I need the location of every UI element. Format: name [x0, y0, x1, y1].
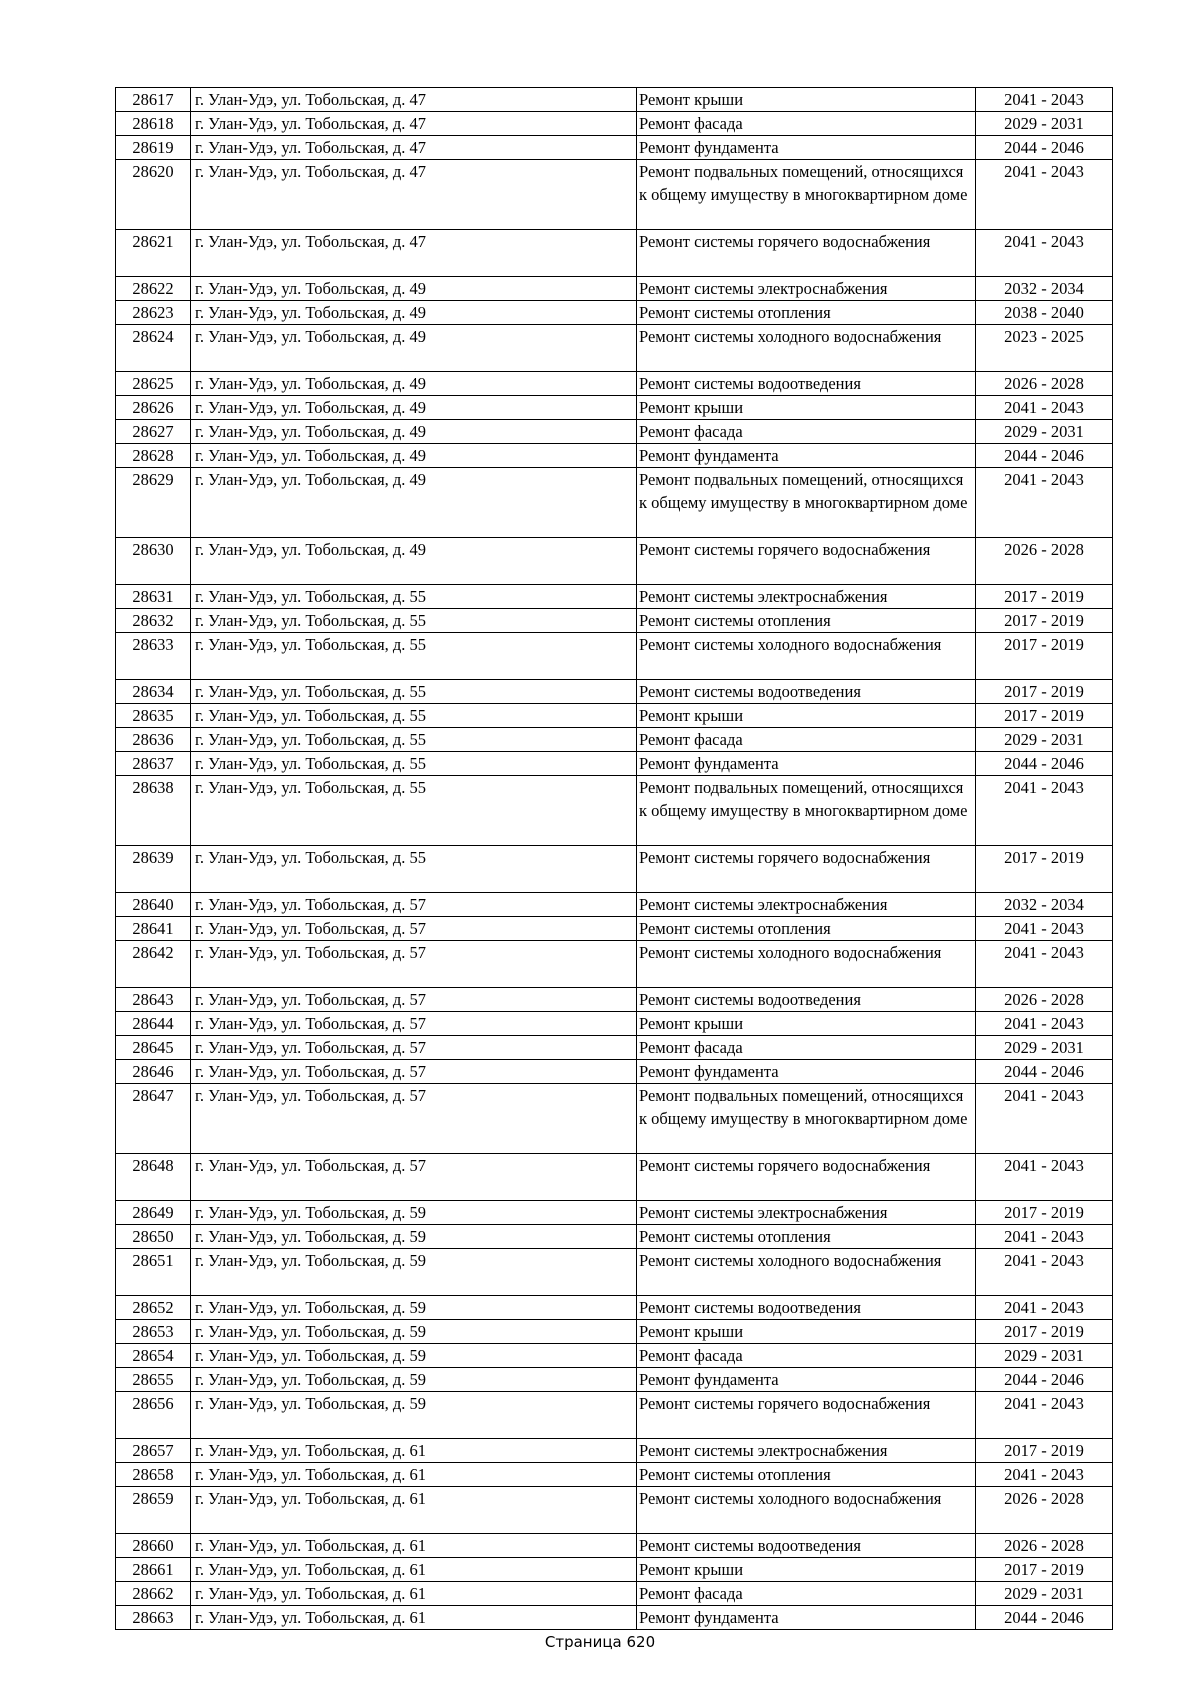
- table-row: [116, 468, 1113, 538]
- work-type-cell: Ремонт системы горячего водоснабжения: [637, 1392, 976, 1439]
- period-cell: 2029 - 2031: [976, 1582, 1113, 1606]
- table-row: [116, 160, 1113, 230]
- row-id-cell: 28633: [116, 633, 191, 680]
- address-cell: г. Улан-Удэ, ул. Тобольская, д. 59: [191, 1201, 637, 1225]
- row-id-cell: 28636: [116, 728, 191, 752]
- work-type-cell: Ремонт системы горячего водоснабжения: [637, 1154, 976, 1201]
- period-cell: 2017 - 2019: [976, 585, 1113, 609]
- table-row: [116, 1036, 1113, 1060]
- period-cell: 2041 - 2043: [976, 917, 1113, 941]
- work-type-cell: Ремонт фасада: [637, 1344, 976, 1368]
- table-row: [116, 1344, 1113, 1368]
- row-id-cell: 28662: [116, 1582, 191, 1606]
- table-row: [116, 1154, 1113, 1201]
- table-row: [116, 1606, 1113, 1630]
- address-cell: г. Улан-Удэ, ул. Тобольская, д. 57: [191, 1084, 637, 1154]
- row-id-cell: 28631: [116, 585, 191, 609]
- work-type-cell: Ремонт системы холодного водоснабжения: [637, 633, 976, 680]
- table-row: [116, 301, 1113, 325]
- period-cell: 2029 - 2031: [976, 112, 1113, 136]
- work-type-cell: Ремонт подвальных помещений, относящихся к общему имуществу в многоквартирном доме: [637, 1084, 976, 1154]
- address-cell: г. Улан-Удэ, ул. Тобольская, д. 57: [191, 917, 637, 941]
- work-type-cell: Ремонт системы отопления: [637, 609, 976, 633]
- row-id-cell: 28617: [116, 88, 191, 112]
- row-id-cell: 28629: [116, 468, 191, 538]
- row-id-cell: 28657: [116, 1439, 191, 1463]
- address-cell: г. Улан-Удэ, ул. Тобольская, д. 57: [191, 1036, 637, 1060]
- row-id-cell: 28651: [116, 1249, 191, 1296]
- row-id-cell: 28659: [116, 1487, 191, 1534]
- period-cell: 2017 - 2019: [976, 609, 1113, 633]
- address-cell: г. Улан-Удэ, ул. Тобольская, д. 61: [191, 1439, 637, 1463]
- address-cell: г. Улан-Удэ, ул. Тобольская, д. 47: [191, 230, 637, 277]
- work-type-cell: Ремонт подвальных помещений, относящихся к общему имуществу в многоквартирном доме: [637, 160, 976, 230]
- row-id-cell: 28628: [116, 444, 191, 468]
- row-id-cell: 28637: [116, 752, 191, 776]
- table-row: [116, 112, 1113, 136]
- table-row: [116, 1582, 1113, 1606]
- period-cell: 2041 - 2043: [976, 88, 1113, 112]
- row-id-cell: 28655: [116, 1368, 191, 1392]
- work-type-cell: Ремонт системы электроснабжения: [637, 585, 976, 609]
- table-row: [116, 277, 1113, 301]
- work-type-cell: Ремонт крыши: [637, 704, 976, 728]
- table-row: [116, 1296, 1113, 1320]
- table-row: [116, 325, 1113, 372]
- address-cell: г. Улан-Удэ, ул. Тобольская, д. 47: [191, 88, 637, 112]
- work-type-cell: Ремонт системы горячего водоснабжения: [637, 230, 976, 277]
- address-cell: г. Улан-Удэ, ул. Тобольская, д. 55: [191, 846, 637, 893]
- row-id-cell: 28624: [116, 325, 191, 372]
- table-row: [116, 1392, 1113, 1439]
- address-cell: г. Улан-Удэ, ул. Тобольская, д. 59: [191, 1344, 637, 1368]
- work-type-cell: Ремонт крыши: [637, 1320, 976, 1344]
- work-type-cell: Ремонт фундамента: [637, 1368, 976, 1392]
- period-cell: 2041 - 2043: [976, 1392, 1113, 1439]
- address-cell: г. Улан-Удэ, ул. Тобольская, д. 57: [191, 1154, 637, 1201]
- work-type-cell: Ремонт системы электроснабжения: [637, 277, 976, 301]
- period-cell: 2032 - 2034: [976, 277, 1113, 301]
- table-row: [116, 1201, 1113, 1225]
- work-type-cell: Ремонт фасада: [637, 1036, 976, 1060]
- period-cell: 2017 - 2019: [976, 1320, 1113, 1344]
- address-cell: г. Улан-Удэ, ул. Тобольская, д. 49: [191, 420, 637, 444]
- table-row: [116, 680, 1113, 704]
- work-type-cell: Ремонт фундамента: [637, 752, 976, 776]
- table-row: [116, 988, 1113, 1012]
- period-cell: 2044 - 2046: [976, 136, 1113, 160]
- row-id-cell: 28625: [116, 372, 191, 396]
- work-type-cell: Ремонт системы холодного водоснабжения: [637, 941, 976, 988]
- address-cell: г. Улан-Удэ, ул. Тобольская, д. 49: [191, 277, 637, 301]
- period-cell: 2017 - 2019: [976, 633, 1113, 680]
- address-cell: г. Улан-Удэ, ул. Тобольская, д. 61: [191, 1558, 637, 1582]
- address-cell: г. Улан-Удэ, ул. Тобольская, д. 61: [191, 1534, 637, 1558]
- table-row: [116, 1084, 1113, 1154]
- table-row: [116, 893, 1113, 917]
- period-cell: 2044 - 2046: [976, 1368, 1113, 1392]
- row-id-cell: 28638: [116, 776, 191, 846]
- address-cell: г. Улан-Удэ, ул. Тобольская, д. 59: [191, 1392, 637, 1439]
- row-id-cell: 28650: [116, 1225, 191, 1249]
- address-cell: г. Улан-Удэ, ул. Тобольская, д. 49: [191, 396, 637, 420]
- table-row: [116, 444, 1113, 468]
- work-type-cell: Ремонт системы горячего водоснабжения: [637, 846, 976, 893]
- address-cell: г. Улан-Удэ, ул. Тобольская, д. 47: [191, 112, 637, 136]
- period-cell: 2038 - 2040: [976, 301, 1113, 325]
- row-id-cell: 28644: [116, 1012, 191, 1036]
- work-type-cell: Ремонт фасада: [637, 728, 976, 752]
- row-id-cell: 28640: [116, 893, 191, 917]
- work-type-cell: Ремонт подвальных помещений, относящихся к общему имуществу в многоквартирном доме: [637, 468, 976, 538]
- period-cell: 2041 - 2043: [976, 941, 1113, 988]
- address-cell: г. Улан-Удэ, ул. Тобольская, д. 49: [191, 468, 637, 538]
- address-cell: г. Улан-Удэ, ул. Тобольская, д. 57: [191, 941, 637, 988]
- period-cell: 2041 - 2043: [976, 468, 1113, 538]
- work-type-cell: Ремонт системы электроснабжения: [637, 1201, 976, 1225]
- period-cell: 2041 - 2043: [976, 1296, 1113, 1320]
- work-type-cell: Ремонт системы электроснабжения: [637, 1439, 976, 1463]
- row-id-cell: 28643: [116, 988, 191, 1012]
- address-cell: г. Улан-Удэ, ул. Тобольская, д. 55: [191, 728, 637, 752]
- work-type-cell: Ремонт фундамента: [637, 1606, 976, 1630]
- work-type-cell: Ремонт фундамента: [637, 1060, 976, 1084]
- period-cell: 2017 - 2019: [976, 1439, 1113, 1463]
- work-type-cell: Ремонт системы холодного водоснабжения: [637, 1249, 976, 1296]
- row-id-cell: 28632: [116, 609, 191, 633]
- work-type-cell: Ремонт крыши: [637, 88, 976, 112]
- work-type-cell: Ремонт системы отопления: [637, 1463, 976, 1487]
- address-cell: г. Улан-Удэ, ул. Тобольская, д. 61: [191, 1582, 637, 1606]
- table-row: [116, 1534, 1113, 1558]
- row-id-cell: 28622: [116, 277, 191, 301]
- table-row: [116, 1225, 1113, 1249]
- period-cell: 2029 - 2031: [976, 728, 1113, 752]
- address-cell: г. Улан-Удэ, ул. Тобольская, д. 57: [191, 893, 637, 917]
- work-type-cell: Ремонт системы горячего водоснабжения: [637, 538, 976, 585]
- period-cell: 2041 - 2043: [976, 1463, 1113, 1487]
- row-id-cell: 28642: [116, 941, 191, 988]
- address-cell: г. Улан-Удэ, ул. Тобольская, д. 47: [191, 136, 637, 160]
- work-type-cell: Ремонт системы отопления: [637, 1225, 976, 1249]
- table-row: [116, 585, 1113, 609]
- work-type-cell: Ремонт системы электроснабжения: [637, 893, 976, 917]
- work-type-cell: Ремонт подвальных помещений, относящихся к общему имуществу в многоквартирном доме: [637, 776, 976, 846]
- table-row: [116, 633, 1113, 680]
- address-cell: г. Улан-Удэ, ул. Тобольская, д. 49: [191, 325, 637, 372]
- period-cell: 2032 - 2034: [976, 893, 1113, 917]
- table-row: [116, 396, 1113, 420]
- row-id-cell: 28621: [116, 230, 191, 277]
- work-type-cell: Ремонт системы отопления: [637, 917, 976, 941]
- row-id-cell: 28647: [116, 1084, 191, 1154]
- works-table: [115, 87, 1113, 1630]
- period-cell: 2044 - 2046: [976, 1060, 1113, 1084]
- period-cell: 2041 - 2043: [976, 160, 1113, 230]
- row-id-cell: 28649: [116, 1201, 191, 1225]
- period-cell: 2026 - 2028: [976, 988, 1113, 1012]
- work-type-cell: Ремонт системы отопления: [637, 301, 976, 325]
- row-id-cell: 28618: [116, 112, 191, 136]
- row-id-cell: 28652: [116, 1296, 191, 1320]
- row-id-cell: 28653: [116, 1320, 191, 1344]
- row-id-cell: 28658: [116, 1463, 191, 1487]
- work-type-cell: Ремонт фасада: [637, 112, 976, 136]
- row-id-cell: 28656: [116, 1392, 191, 1439]
- table-row: [116, 1439, 1113, 1463]
- address-cell: г. Улан-Удэ, ул. Тобольская, д. 55: [191, 609, 637, 633]
- row-id-cell: 28634: [116, 680, 191, 704]
- address-cell: г. Улан-Удэ, ул. Тобольская, д. 49: [191, 444, 637, 468]
- table-row: [116, 1558, 1113, 1582]
- table-row: [116, 704, 1113, 728]
- work-type-cell: Ремонт системы водоотведения: [637, 1534, 976, 1558]
- period-cell: 2041 - 2043: [976, 1249, 1113, 1296]
- table-row: [116, 752, 1113, 776]
- address-cell: г. Улан-Удэ, ул. Тобольская, д. 49: [191, 372, 637, 396]
- period-cell: 2017 - 2019: [976, 704, 1113, 728]
- period-cell: 2029 - 2031: [976, 420, 1113, 444]
- row-id-cell: 28661: [116, 1558, 191, 1582]
- period-cell: 2029 - 2031: [976, 1036, 1113, 1060]
- address-cell: г. Улан-Удэ, ул. Тобольская, д. 55: [191, 704, 637, 728]
- address-cell: г. Улан-Удэ, ул. Тобольская, д. 59: [191, 1225, 637, 1249]
- row-id-cell: 28641: [116, 917, 191, 941]
- row-id-cell: 28645: [116, 1036, 191, 1060]
- table-row: [116, 538, 1113, 585]
- row-id-cell: 28635: [116, 704, 191, 728]
- period-cell: 2026 - 2028: [976, 372, 1113, 396]
- period-cell: 2029 - 2031: [976, 1344, 1113, 1368]
- work-type-cell: Ремонт системы водоотведения: [637, 680, 976, 704]
- address-cell: г. Улан-Удэ, ул. Тобольская, д. 57: [191, 1060, 637, 1084]
- row-id-cell: 28627: [116, 420, 191, 444]
- row-id-cell: 28646: [116, 1060, 191, 1084]
- work-type-cell: Ремонт системы водоотведения: [637, 372, 976, 396]
- row-id-cell: 28660: [116, 1534, 191, 1558]
- address-cell: г. Улан-Удэ, ул. Тобольская, д. 57: [191, 988, 637, 1012]
- row-id-cell: 28626: [116, 396, 191, 420]
- address-cell: г. Улан-Удэ, ул. Тобольская, д. 57: [191, 1012, 637, 1036]
- work-type-cell: Ремонт системы водоотведения: [637, 988, 976, 1012]
- work-type-cell: Ремонт системы холодного водоснабжения: [637, 1487, 976, 1534]
- period-cell: 2044 - 2046: [976, 1606, 1113, 1630]
- period-cell: 2017 - 2019: [976, 1201, 1113, 1225]
- work-type-cell: Ремонт фасада: [637, 420, 976, 444]
- period-cell: 2017 - 2019: [976, 680, 1113, 704]
- table-row: [116, 1320, 1113, 1344]
- period-cell: 2044 - 2046: [976, 752, 1113, 776]
- address-cell: г. Улан-Удэ, ул. Тобольская, д. 49: [191, 301, 637, 325]
- work-type-cell: Ремонт фундамента: [637, 136, 976, 160]
- work-type-cell: Ремонт фундамента: [637, 444, 976, 468]
- address-cell: г. Улан-Удэ, ул. Тобольская, д. 55: [191, 585, 637, 609]
- table-row: [116, 372, 1113, 396]
- table-row: [116, 609, 1113, 633]
- row-id-cell: 28619: [116, 136, 191, 160]
- work-type-cell: Ремонт крыши: [637, 1012, 976, 1036]
- work-type-cell: Ремонт фасада: [637, 1582, 976, 1606]
- address-cell: г. Улан-Удэ, ул. Тобольская, д. 61: [191, 1606, 637, 1630]
- table-row: [116, 917, 1113, 941]
- address-cell: г. Улан-Удэ, ул. Тобольская, д. 55: [191, 680, 637, 704]
- row-id-cell: 28654: [116, 1344, 191, 1368]
- period-cell: 2041 - 2043: [976, 776, 1113, 846]
- table-row: [116, 230, 1113, 277]
- period-cell: 2017 - 2019: [976, 846, 1113, 893]
- work-type-cell: Ремонт крыши: [637, 1558, 976, 1582]
- row-id-cell: 28663: [116, 1606, 191, 1630]
- table-row: [116, 1368, 1113, 1392]
- work-type-cell: Ремонт системы холодного водоснабжения: [637, 325, 976, 372]
- period-cell: 2041 - 2043: [976, 1225, 1113, 1249]
- address-cell: г. Улан-Удэ, ул. Тобольская, д. 61: [191, 1487, 637, 1534]
- table-row: [116, 136, 1113, 160]
- row-id-cell: 28623: [116, 301, 191, 325]
- row-id-cell: 28630: [116, 538, 191, 585]
- period-cell: 2026 - 2028: [976, 1487, 1113, 1534]
- address-cell: г. Улан-Удэ, ул. Тобольская, д. 49: [191, 538, 637, 585]
- period-cell: 2044 - 2046: [976, 444, 1113, 468]
- table-row: [116, 88, 1113, 112]
- period-cell: 2023 - 2025: [976, 325, 1113, 372]
- work-type-cell: Ремонт системы водоотведения: [637, 1296, 976, 1320]
- address-cell: г. Улан-Удэ, ул. Тобольская, д. 55: [191, 776, 637, 846]
- table-row: [116, 420, 1113, 444]
- period-cell: 2041 - 2043: [976, 1012, 1113, 1036]
- period-cell: 2041 - 2043: [976, 396, 1113, 420]
- row-id-cell: 28620: [116, 160, 191, 230]
- address-cell: г. Улан-Удэ, ул. Тобольская, д. 55: [191, 752, 637, 776]
- address-cell: г. Улан-Удэ, ул. Тобольская, д. 59: [191, 1249, 637, 1296]
- row-id-cell: 28639: [116, 846, 191, 893]
- table-row: [116, 1012, 1113, 1036]
- table-row: [116, 846, 1113, 893]
- table-row: [116, 941, 1113, 988]
- address-cell: г. Улан-Удэ, ул. Тобольская, д. 59: [191, 1368, 637, 1392]
- address-cell: г. Улан-Удэ, ул. Тобольская, д. 61: [191, 1463, 637, 1487]
- period-cell: 2041 - 2043: [976, 1154, 1113, 1201]
- period-cell: 2041 - 2043: [976, 230, 1113, 277]
- address-cell: г. Улан-Удэ, ул. Тобольская, д. 47: [191, 160, 637, 230]
- period-cell: 2041 - 2043: [976, 1084, 1113, 1154]
- address-cell: г. Улан-Удэ, ул. Тобольская, д. 59: [191, 1296, 637, 1320]
- works-table-body: [116, 88, 1113, 1630]
- table-row: [116, 1060, 1113, 1084]
- period-cell: 2026 - 2028: [976, 1534, 1113, 1558]
- table-row: [116, 1487, 1113, 1534]
- table-row: [116, 1249, 1113, 1296]
- table-row: [116, 728, 1113, 752]
- table-row: [116, 1463, 1113, 1487]
- work-type-cell: Ремонт крыши: [637, 396, 976, 420]
- address-cell: г. Улан-Удэ, ул. Тобольская, д. 59: [191, 1320, 637, 1344]
- row-id-cell: 28648: [116, 1154, 191, 1201]
- period-cell: 2026 - 2028: [976, 538, 1113, 585]
- period-cell: 2017 - 2019: [976, 1558, 1113, 1582]
- page-number: Страница 620: [544, 1633, 656, 1651]
- address-cell: г. Улан-Удэ, ул. Тобольская, д. 55: [191, 633, 637, 680]
- table-row: [116, 776, 1113, 846]
